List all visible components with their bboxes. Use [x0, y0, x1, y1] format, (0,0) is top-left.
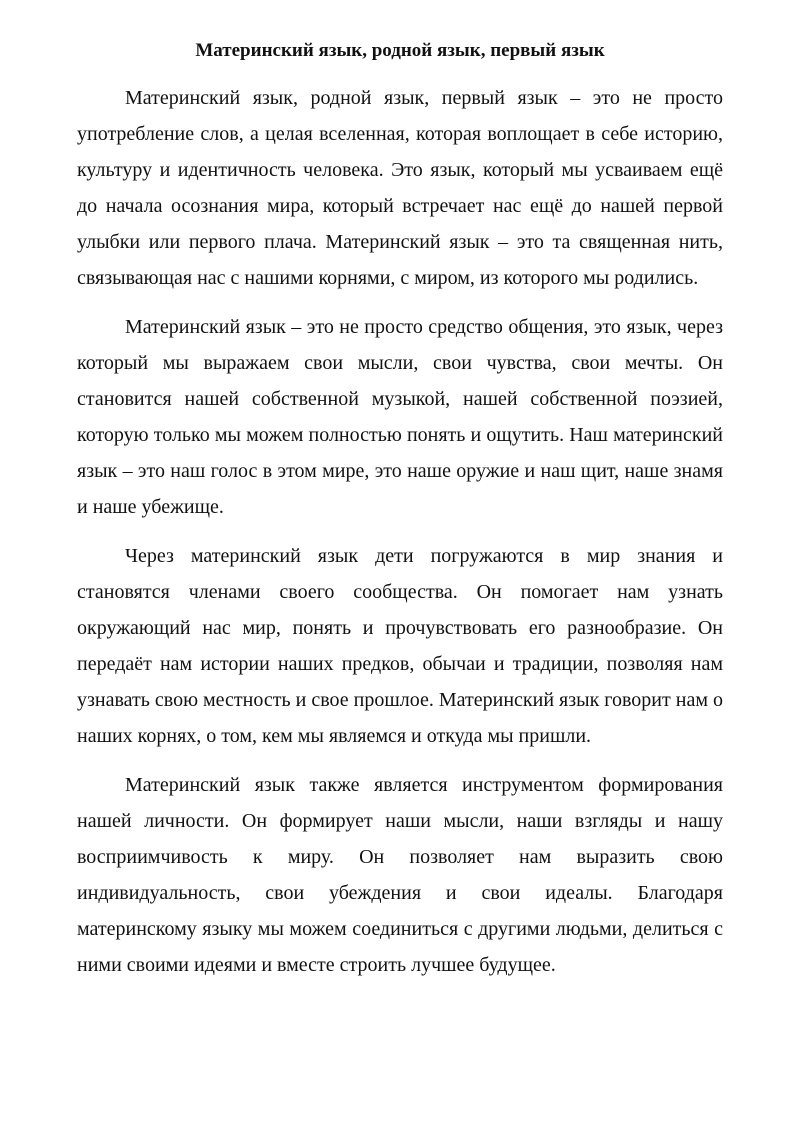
paragraph-2: Материнский язык – это не просто средство общения, это язык, через который мы выражаем свои мысли, свои чувства, свои мечты. Он становится нашей собственной музыкой, нашей собственной поэзией, которую только мы можем полностью понять и ощутить. Наш материнский язык – это наш голос в этом мире, это наше оружие и наш щит, наше знамя и наше убежище. — [77, 316, 723, 518]
paragraph-1: Материнский язык, родной язык, первый язык – это не просто употребление слов, а целая вселенная, которая воплощает в себе историю, культуру и идентичность человека. Это язык, который мы усваиваем ещё до начала осознания мира, который встречает нас ещё до нашей первой улыбки или первого плача. Материнский язык – это та священная нить, связывающая нас с нашими корнями, с миром, из которого мы родились. — [77, 87, 723, 289]
document-body — [77, 36, 723, 996]
paragraph-3: Через материнский язык дети погружаются в мир знания и становятся членами своего сообщества. Он помогает нам узнать окружающий нас мир, понять и прочувствовать его разнообразие. Он передаёт нам истории наших предков, обычаи и традиции, позволяя нам узнавать свою местность и свое прошлое. Материнский язык говорит нам о наших корнях, о том, кем мы являемся и откуда мы пришли. — [77, 545, 723, 747]
paragraph-4: Материнский язык также является инструментом формирования нашей личности. Он формирует наши мысли, наши взгляды и нашу восприимчивость к миру. Он позволяет нам выразить свою индивидуальность, свои убеждения и свои идеалы. Благодаря материнскому языку мы можем соединиться с другими людьми, делиться с ними своими идеями и вместе строить лучшее будущее. — [77, 774, 723, 976]
document-title: Материнский язык, родной язык, первый язык — [195, 40, 605, 61]
